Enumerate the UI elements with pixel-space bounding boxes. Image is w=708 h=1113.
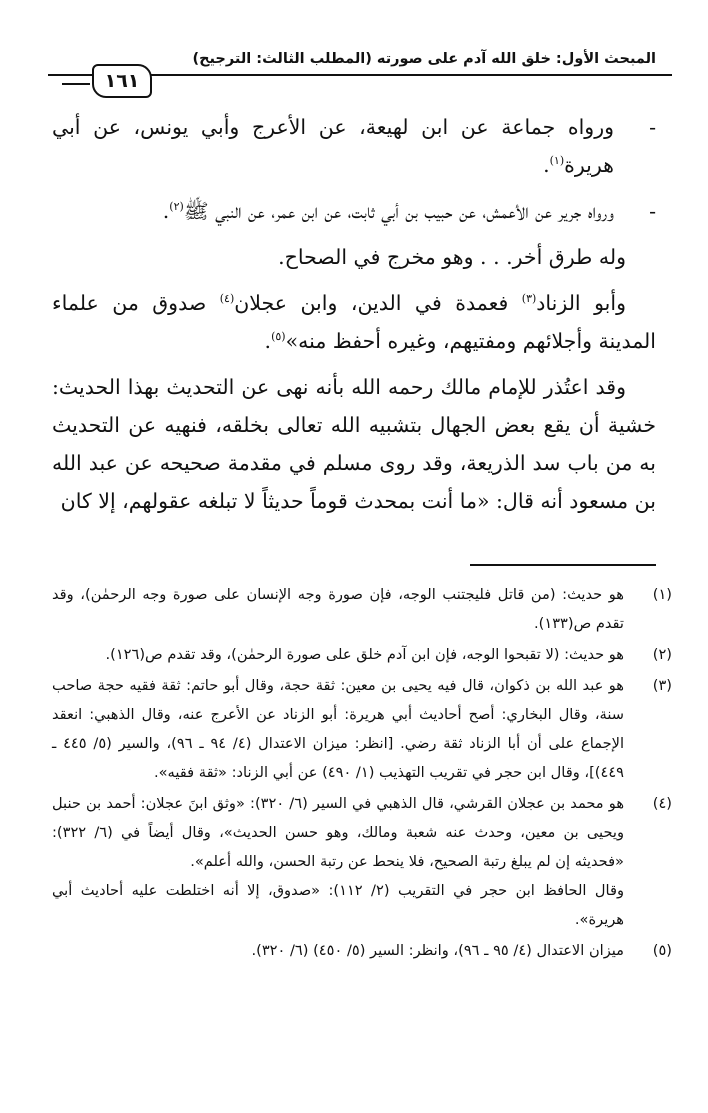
footnote-ref-2[interactable]: (٢) bbox=[169, 200, 184, 214]
para2-text-a: وأبو الزناد bbox=[536, 291, 626, 315]
bullet-dash: - bbox=[649, 199, 656, 223]
footnote-text: هو حديث: (من قاتل فليجتنب الوجه، فإن صورة وجه الإنسان على صورة وجه الرحمٰن)، وقد تقدم ص(١٣٣). bbox=[52, 586, 624, 632]
paragraph-3: وقد اعتُذر للإمام مالك رحمه الله بأنه نهى عن التحديث بهذا الحديث: خشية أن يقع بعض الجهال بتشبيه الله تعالى بخلقه، فنهيه عن التحديث به من باب سد الذريعة، وقد روى مسلم في مقدمة صحيحه عن عبد الله بن مسعود أنه قال: «ما أنت بمحدث قوماً حديثاً لا تبلغه عقولهم، إلا كان bbox=[52, 375, 656, 513]
main-text bbox=[52, 108, 656, 520]
running-header: المبحث الأول: خلق الله آدم على صورته (المطلب الثالث: الترجيح) bbox=[192, 51, 656, 67]
footnote-number: (١) bbox=[652, 586, 672, 603]
footnote-3 bbox=[52, 671, 672, 787]
footnote-text: هو حديث: (لا تقبحوا الوجه، فإن ابن آدم خلق على صورة الرحمٰن)، وقد تقدم ص(١٢٦). bbox=[105, 646, 624, 663]
footnote-ref-1[interactable]: (١) bbox=[549, 154, 565, 168]
footnote-number: (٢) bbox=[652, 646, 672, 663]
footnote-number: (٣) bbox=[652, 677, 672, 694]
footnote-text: ميزان الاعتدال (٤/ ٩٥ ـ ٩٦)، وانظر: السير (٥/ ٤٥٠) (٦/ ٣٢٠). bbox=[251, 942, 624, 959]
bullet-text: ورواه جرير عن الأعمش، عن حبيب بن أبي ثابت، عن ابن عمر، عن النبي ﷺ bbox=[183, 199, 614, 223]
para2-text-c: صدوق من علماء المدينة وأجلائهم ومفتيهم، وغيره أحفظ منه» bbox=[52, 291, 656, 353]
footnote-text: هو محمد بن عجلان القرشي، قال الذهبي في السير (٦/ ٣٢٠): «وثق ابنَ عجلان: أحمد بن حنبل ويحيى بن معين، وحدث عنه شعبة ومالك، وهو حسن الحديث»، وقال أيضاً في (٦/ ٣٢٢): «فحديثه إن لم يبلغ رتبة الصحيح، فلا ينحط عن رتبة الحسن، والله أعلم». bbox=[52, 795, 625, 870]
footnote-5 bbox=[52, 936, 672, 965]
footnote-text: هو عبد الله بن ذكوان، قال فيه يحيى بن معين: ثقة حجة، وقال أبو حاتم: ثقة فقيه حجة صاحب سنة، وقال البخاري: أصح أحاديث أبي هريرة: أبو الزناد عن الأعرج عنه، وقال الذهبي: انعقد الإجماع على أن أبا الزناد ثقة رضي. [انظر: ميزان الاعتدال (٤/ ٩٤ ـ ٩٦)، والسير (٥/ ٤٤٥ ـ ٤٤٩)]، وقال ابن حجر في تقريب التهذيب (١/ ٤٩٠) عن أبي الزناد: «ثقة فقيه». bbox=[52, 677, 625, 781]
footnote-2 bbox=[52, 640, 672, 669]
footnote-ref-3[interactable]: (٣) bbox=[521, 292, 537, 306]
page-number-ornament bbox=[62, 74, 90, 85]
footnote-number: (٤) bbox=[652, 795, 672, 812]
footnote-ref-4[interactable]: (٤) bbox=[219, 292, 235, 306]
footnotes bbox=[52, 580, 672, 967]
para2-text-b: فعمدة في الدين، وابن عجلان bbox=[234, 291, 522, 315]
footnote-1 bbox=[52, 580, 672, 638]
para2-text-d: . bbox=[264, 329, 272, 353]
footnote-rule bbox=[470, 564, 656, 566]
bullet-item-2 bbox=[52, 192, 656, 230]
page-number: ١٦١ bbox=[92, 64, 152, 98]
paragraph-1: وله طرق أخر. . . وهو مخرج في الصحاح. bbox=[278, 245, 626, 269]
footnote-ref-5[interactable]: (٥) bbox=[271, 330, 286, 344]
bullet-item-1 bbox=[52, 108, 656, 184]
paragraph-2 bbox=[52, 284, 656, 360]
footnote-text-continued: وقال الحافظ ابن حجر في التقريب (٢/ ١١٢): «صدوق، إلا أنه اختلطت عليه أحاديث أبي هريرة». bbox=[52, 882, 624, 928]
footnote-number: (٥) bbox=[652, 942, 672, 959]
bullet-dash: - bbox=[649, 115, 656, 139]
bullet-end: . bbox=[162, 199, 170, 223]
footnote-4 bbox=[52, 789, 672, 934]
bullet-end: . bbox=[543, 153, 550, 177]
bullet-text: ورواه جماعة عن ابن لهيعة، عن الأعرج وأبي يونس، عن أبي هريرة bbox=[52, 115, 614, 177]
